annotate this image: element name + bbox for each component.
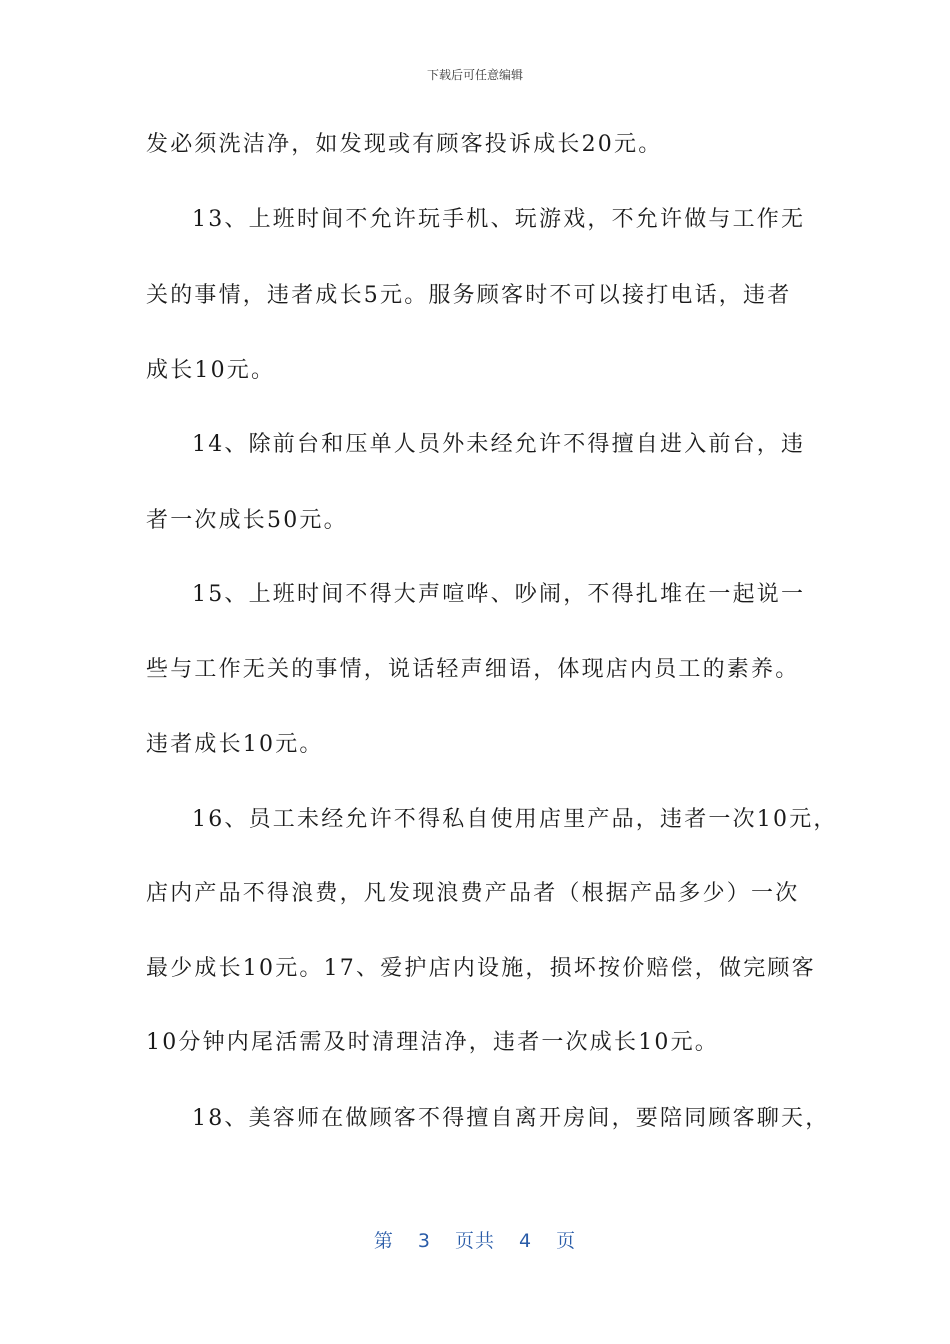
footer-suffix: 页 (556, 1230, 577, 1252)
text-line: 店内产品不得浪费，凡发现浪费产品者（根据产品多少）一次 (146, 881, 800, 906)
text-line: 些与工作无关的事情，说话轻声细语，体现店内员工的素养。 (146, 657, 800, 682)
footer-prefix: 第 (373, 1230, 394, 1252)
page-header: 下载后可任意编辑 (426, 68, 523, 82)
text-line: 15、上班时间不得大声喧哗、吵闹，不得扎堆在一起说一 (192, 582, 806, 607)
text-line: 10分钟内尾活需及时清理洁净，违者一次成长10元。 (146, 1030, 719, 1055)
footer-total-pages: 4 (519, 1230, 533, 1252)
text-line: 者一次成长50元。 (146, 508, 348, 533)
page-footer (0, 1226, 950, 1253)
text-line: 发必须洗洁净，如发现或有顾客投诉成长20元。 (146, 132, 663, 157)
text-line: 关的事情，违者成长5元。服务顾客时不可以接打电话，违者 (146, 283, 792, 308)
text-line: 16、员工未经允许不得私自使用店里产品，违者一次10元， (192, 807, 838, 832)
text-line: 成长10元。 (146, 358, 276, 383)
text-line: 18、美容师在做顾客不得擅自离开房间，要陪同顾客聊天， (192, 1106, 830, 1131)
footer-page-number: 3 (417, 1230, 431, 1252)
footer-middle: 页共 (454, 1230, 495, 1252)
text-line: 违者成长10元。 (146, 732, 324, 757)
text-line: 最少成长10元。17、爱护店内设施，损坏按价赔偿，做完顾客 (146, 956, 816, 981)
text-line: 14、除前台和压单人员外未经允许不得擅自进入前台，违 (192, 432, 806, 457)
text-line: 13、上班时间不允许玩手机、玩游戏，不允许做与工作无 (192, 207, 806, 232)
